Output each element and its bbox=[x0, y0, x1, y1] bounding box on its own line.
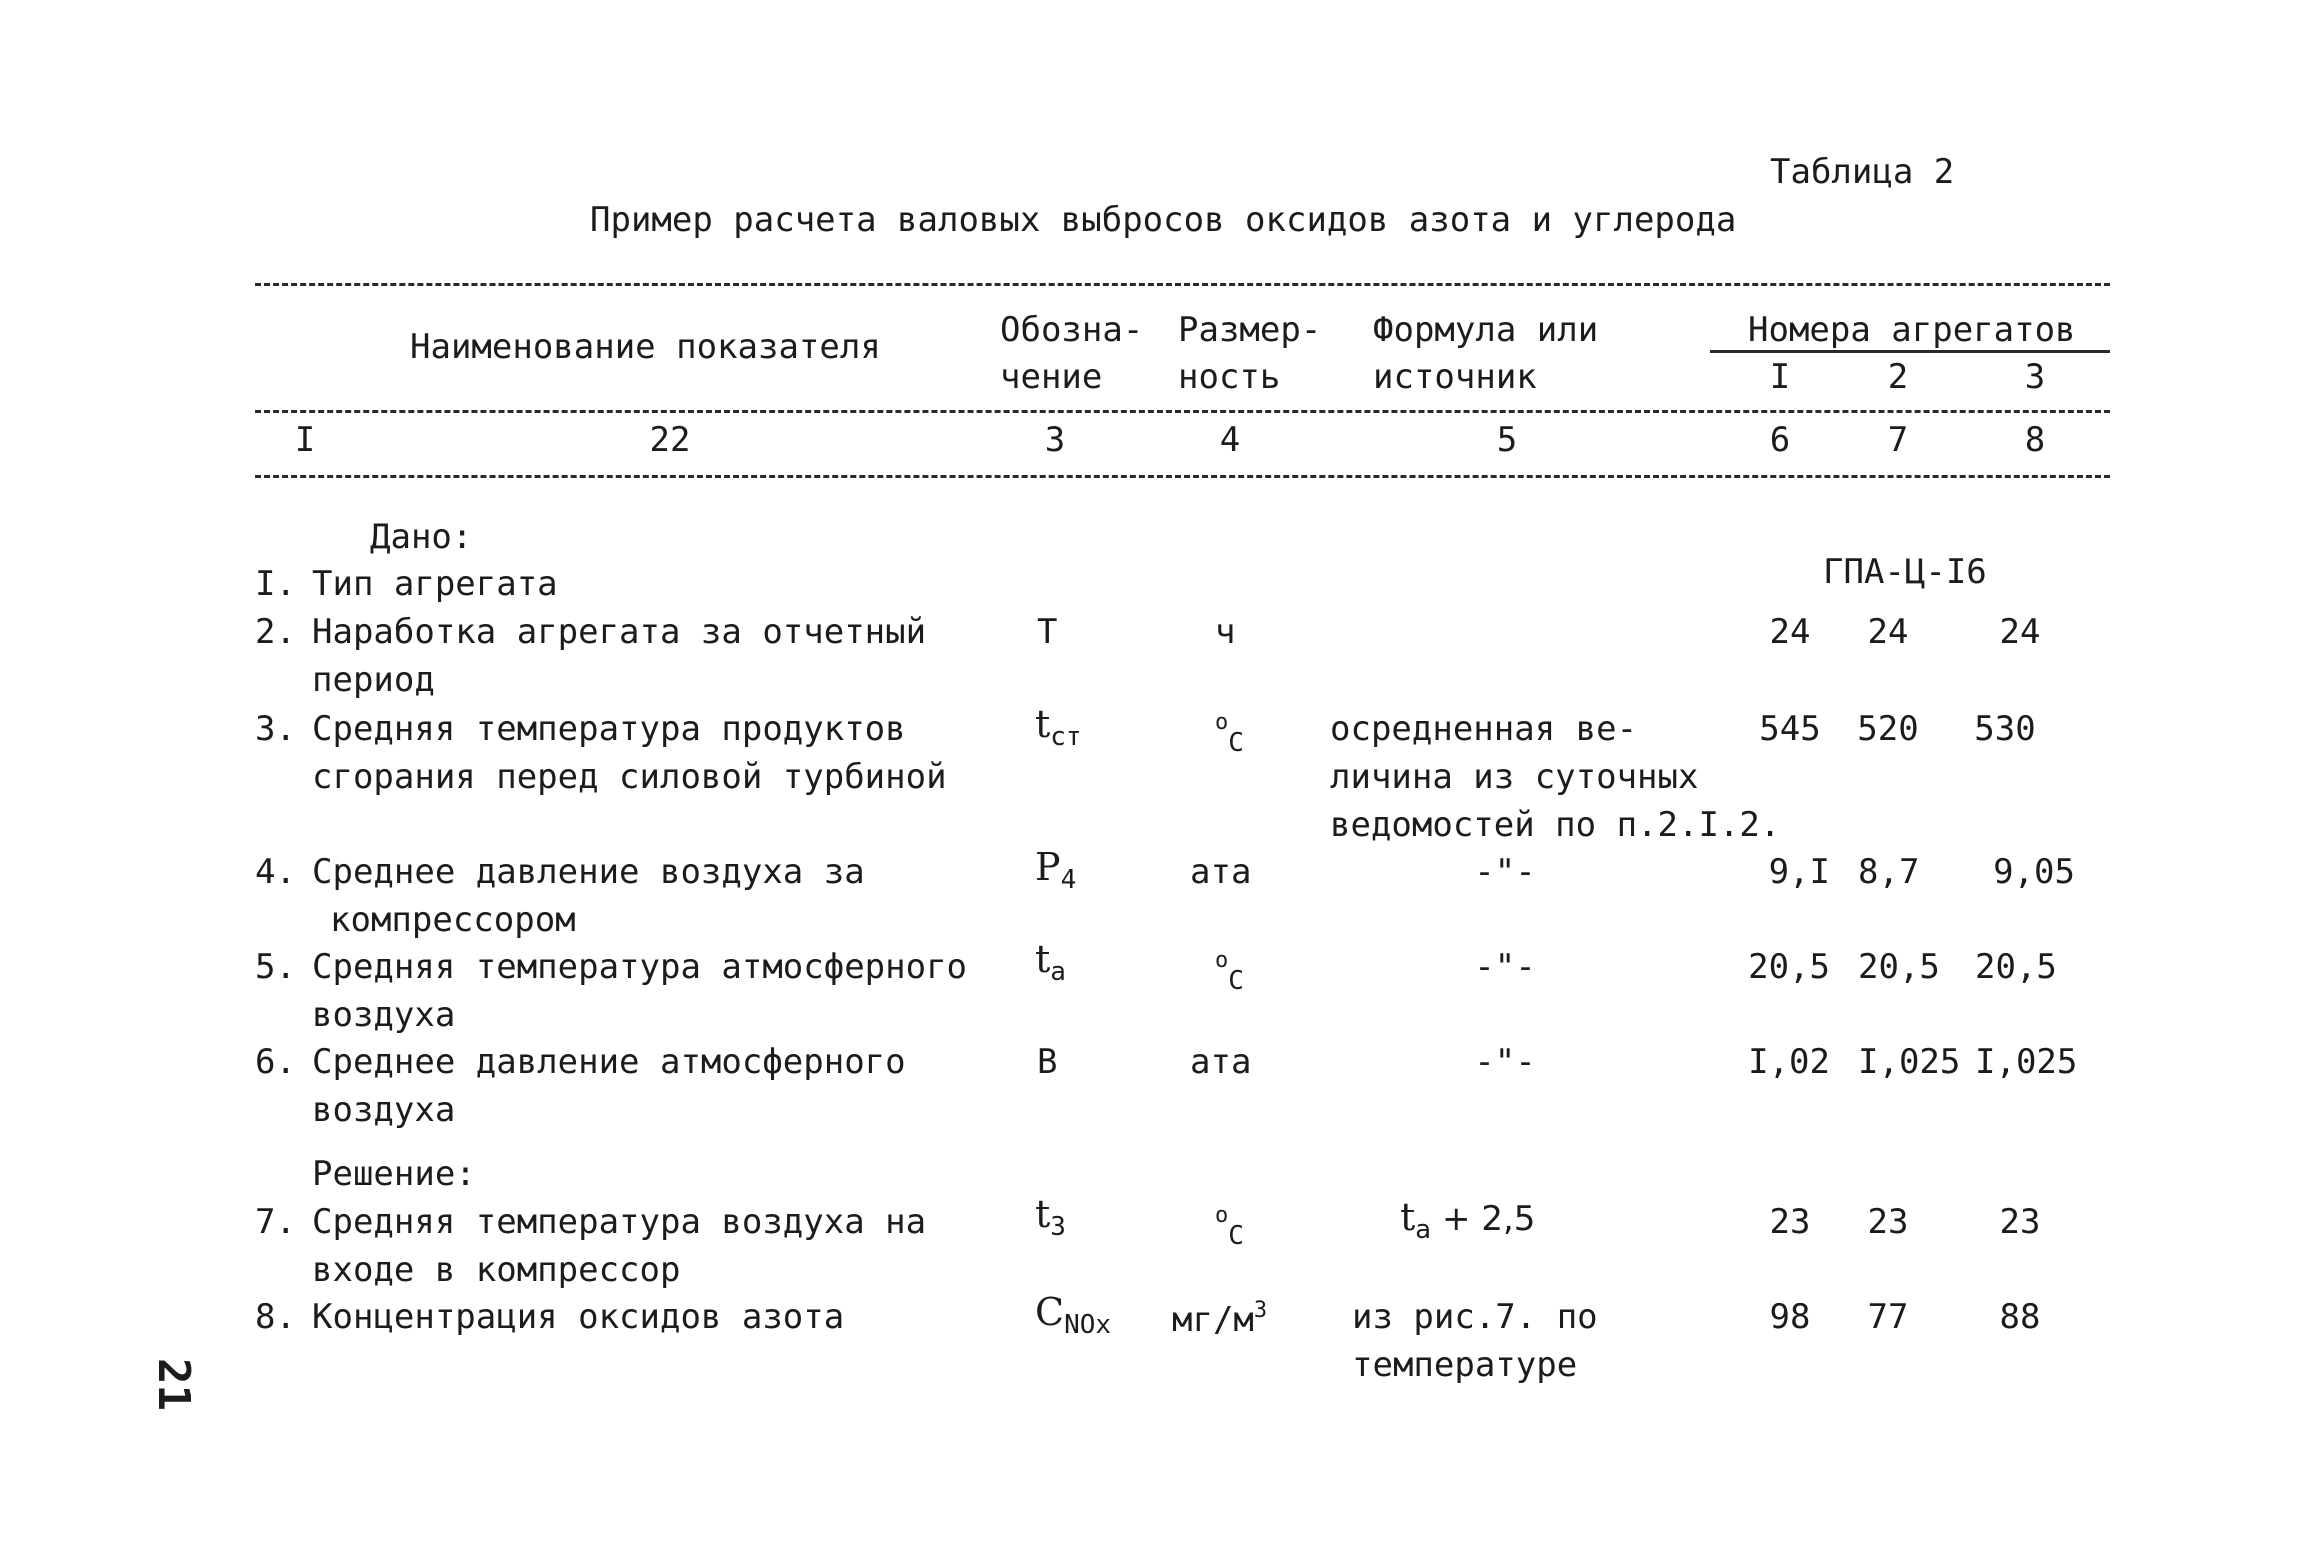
row-7-value-2: 23 bbox=[1867, 1202, 1909, 1242]
column-header-unit-3: 3 bbox=[2024, 357, 2046, 397]
row-2-value-2: 24 bbox=[1867, 612, 1909, 652]
row-6-value-1: I,02 bbox=[1748, 1042, 1830, 1082]
row-7-value-1: 23 bbox=[1769, 1202, 1811, 1242]
row-7-symbol-sub: 3 bbox=[1050, 1212, 1066, 1242]
row-1-label: Тип агрегата bbox=[312, 564, 558, 604]
row-8-unit-main: мг/м bbox=[1172, 1300, 1254, 1340]
row-6-formula: -"- bbox=[1474, 1042, 1536, 1082]
units-group-underline bbox=[1710, 350, 2110, 353]
row-3-value-3: 530 bbox=[1974, 709, 2036, 749]
row-4-value-2: 8,7 bbox=[1858, 852, 1920, 892]
row-6-label-line2: воздуха bbox=[312, 1090, 456, 1130]
row-7-formula-rest: + 2,5 bbox=[1431, 1199, 1536, 1239]
column-header-designation: Обозна- bbox=[1000, 310, 1144, 350]
row-8-value-2: 77 bbox=[1867, 1297, 1909, 1337]
row-5-unit-main: С bbox=[1228, 966, 1244, 996]
row-3-value-1: 545 bbox=[1759, 709, 1821, 749]
row-7-value-3: 23 bbox=[1999, 1202, 2041, 1242]
row-4-symbol bbox=[1035, 845, 1077, 895]
row-4-value-1: 9,I bbox=[1768, 852, 1830, 892]
column-header-dimension-line2: ность bbox=[1178, 357, 1281, 397]
row-5-formula: -"- bbox=[1474, 947, 1536, 987]
row-5-label: Средняя температура атмосферного bbox=[312, 947, 968, 987]
row-2-symbol: Т bbox=[1037, 612, 1058, 652]
row-8-value-1: 98 bbox=[1769, 1297, 1811, 1337]
row-2-value-3: 24 bbox=[1999, 612, 2041, 652]
row-7-unit-main: С bbox=[1228, 1221, 1244, 1251]
row-7-symbol bbox=[1035, 1192, 1066, 1242]
row-5-label-line2: воздуха bbox=[312, 995, 456, 1035]
row-8-symbol bbox=[1035, 1290, 1112, 1340]
column-header-unit-1: I bbox=[1769, 357, 1791, 397]
row-3-formula-line2: личина из суточных bbox=[1330, 757, 1699, 797]
row-5-unit-sup: о bbox=[1215, 948, 1229, 973]
row-5-unit bbox=[1215, 950, 1244, 994]
column-number-8: 8 bbox=[2024, 420, 2046, 460]
row-3-formula: осредненная ве- bbox=[1330, 709, 1638, 749]
row-5-number: 5. bbox=[255, 947, 296, 987]
row-6-label: Среднее давление атмосферного bbox=[312, 1042, 906, 1082]
row-3-value-2: 520 bbox=[1857, 709, 1919, 749]
row-2-label: Наработка агрегата за отчетный bbox=[312, 612, 927, 652]
page-title: Пример расчета валовых выбросов оксидов азота и углерода bbox=[590, 200, 1737, 240]
row-1-unit-type: ГПА-Ц-I6 bbox=[1823, 552, 1987, 592]
row-7-formula-main: t bbox=[1400, 1195, 1416, 1239]
row-7-formula bbox=[1400, 1195, 1536, 1245]
row-6-value-2: I,025 bbox=[1858, 1042, 1961, 1082]
page-number: 21 bbox=[148, 1358, 199, 1411]
row-4-number: 4. bbox=[255, 852, 296, 892]
row-3-number: 3. bbox=[255, 709, 296, 749]
row-8-unit-sup: 3 bbox=[1253, 1298, 1268, 1323]
row-8-formula: из рис.7. по bbox=[1352, 1297, 1598, 1337]
row-1-number: I. bbox=[255, 564, 296, 604]
column-number-7: 7 bbox=[1887, 420, 1909, 460]
row-3-label-line2: сгорания перед силовой турбиной bbox=[312, 757, 947, 797]
row-4-label-line2: компрессором bbox=[330, 900, 576, 940]
row-4-symbol-sub: 4 bbox=[1060, 865, 1077, 895]
row-8-symbol-sub: NOx bbox=[1064, 1310, 1112, 1340]
row-6-number: 6. bbox=[255, 1042, 296, 1082]
row-4-formula: -"- bbox=[1474, 852, 1536, 892]
row-2-unit: ч bbox=[1215, 612, 1236, 652]
row-3-symbol bbox=[1035, 702, 1082, 752]
row-7-label-line2: входе в компрессор bbox=[312, 1250, 681, 1290]
column-header-formula-line2: источник bbox=[1373, 357, 1537, 397]
row-7-number: 7. bbox=[255, 1202, 296, 1242]
section-given: Дано: bbox=[370, 517, 473, 557]
column-header-name: Наименование показателя bbox=[410, 327, 881, 367]
row-2-number: 2. bbox=[255, 612, 296, 652]
row-5-value-1: 20,5 bbox=[1748, 947, 1830, 987]
column-header-dimension: Размер- bbox=[1178, 310, 1322, 350]
column-header-formula: Формула или bbox=[1373, 310, 1599, 350]
row-3-unit bbox=[1215, 712, 1244, 756]
row-3-label: Средняя температура продуктов bbox=[312, 709, 906, 749]
column-header-unit-2: 2 bbox=[1887, 357, 1909, 397]
column-numbers-rule bbox=[255, 475, 2110, 478]
row-6-value-3: I,025 bbox=[1975, 1042, 2078, 1082]
column-number-2: 22 bbox=[649, 420, 691, 460]
column-header-units-group: Номера агрегатов bbox=[1748, 310, 2076, 350]
row-5-symbol-main: t bbox=[1035, 937, 1051, 981]
row-7-label: Средняя температура воздуха на bbox=[312, 1202, 927, 1242]
row-4-label: Среднее давление воздуха за bbox=[312, 852, 865, 892]
row-2-label-line2: период bbox=[312, 660, 435, 700]
row-3-symbol-sub: ст bbox=[1050, 722, 1082, 752]
row-7-symbol-main: t bbox=[1035, 1192, 1051, 1236]
row-3-unit-main: С bbox=[1228, 728, 1244, 758]
row-7-formula-sub: a bbox=[1415, 1215, 1432, 1245]
row-3-unit-sup: о bbox=[1215, 710, 1229, 735]
row-5-value-2: 20,5 bbox=[1858, 947, 1940, 987]
row-4-symbol-main: P bbox=[1035, 845, 1061, 889]
row-4-unit: ата bbox=[1190, 852, 1252, 892]
row-2-value-1: 24 bbox=[1769, 612, 1811, 652]
row-5-symbol bbox=[1035, 937, 1066, 987]
column-number-5: 5 bbox=[1496, 420, 1518, 460]
row-8-formula-line2: температуре bbox=[1352, 1345, 1578, 1385]
section-solution: Решение: bbox=[312, 1154, 476, 1194]
row-8-unit bbox=[1172, 1298, 1268, 1340]
column-number-4: 4 bbox=[1219, 420, 1241, 460]
row-6-symbol: B bbox=[1037, 1042, 1058, 1082]
column-number-1: I bbox=[294, 420, 316, 460]
row-6-unit: ата bbox=[1190, 1042, 1252, 1082]
column-number-6: 6 bbox=[1769, 420, 1791, 460]
row-8-number: 8. bbox=[255, 1297, 296, 1337]
row-8-symbol-main: C bbox=[1035, 1290, 1065, 1334]
row-5-symbol-sub: a bbox=[1050, 957, 1066, 987]
row-8-value-3: 88 bbox=[1999, 1297, 2041, 1337]
column-number-3: 3 bbox=[1044, 420, 1066, 460]
column-header-designation-line2: чение bbox=[1000, 357, 1103, 397]
row-3-formula-line3: ведомостей по п.2.I.2. bbox=[1330, 805, 1781, 845]
header-divider-rule bbox=[255, 410, 2110, 413]
row-4-value-3: 9,05 bbox=[1993, 852, 2075, 892]
row-7-unit bbox=[1215, 1205, 1244, 1249]
row-5-value-3: 20,5 bbox=[1975, 947, 2057, 987]
row-8-label: Концентрация оксидов азота bbox=[312, 1297, 845, 1337]
row-7-unit-sup: о bbox=[1215, 1203, 1229, 1228]
table-label: Таблица 2 bbox=[1770, 152, 1955, 192]
table-top-rule bbox=[255, 283, 2110, 286]
row-3-symbol-main: t bbox=[1035, 702, 1051, 746]
